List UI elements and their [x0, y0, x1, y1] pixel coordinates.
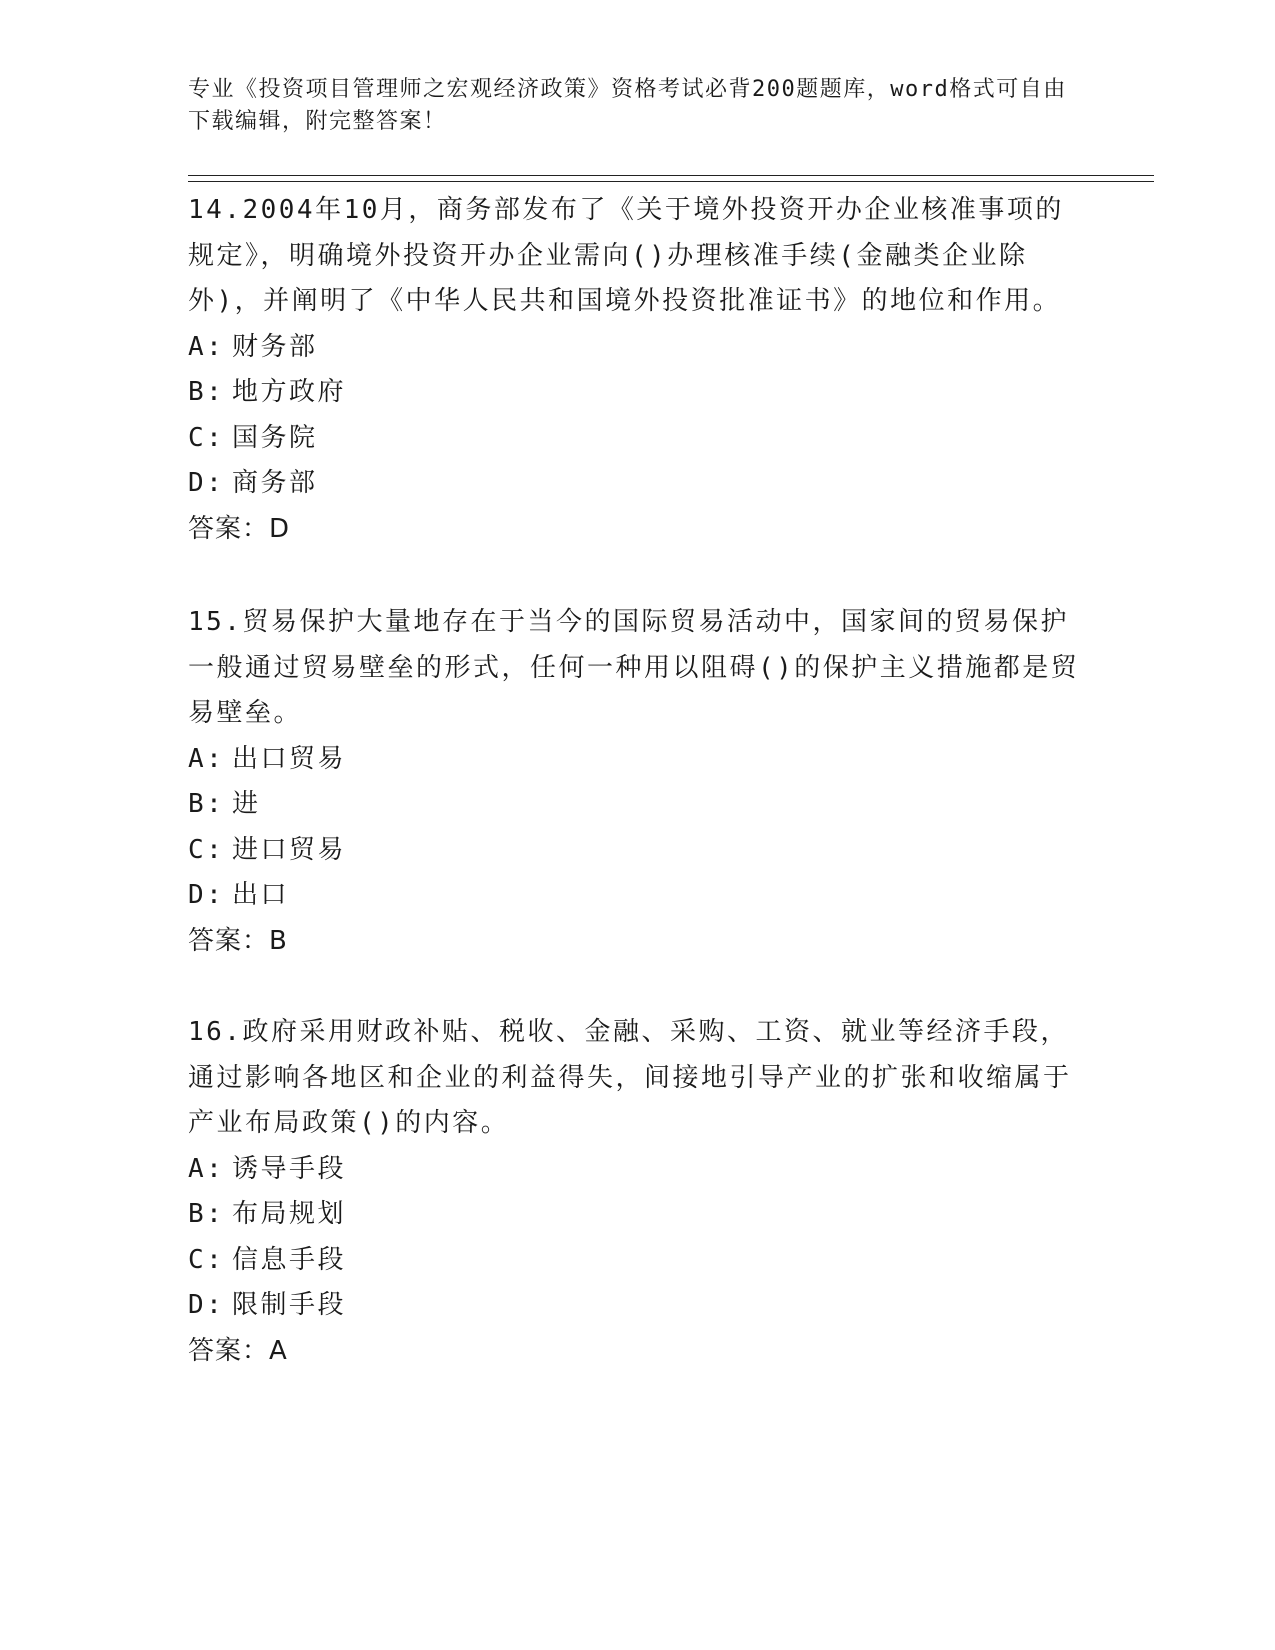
option-a	[188, 737, 1088, 783]
option-c	[188, 828, 1088, 874]
option-letter: B:	[188, 1199, 225, 1229]
answer-line: 答案：D	[188, 513, 291, 544]
question-14	[188, 188, 1088, 552]
option-b	[188, 782, 1088, 828]
header-divider-bottom	[188, 181, 1154, 182]
option-a	[188, 325, 1088, 371]
option-b	[188, 370, 1088, 416]
option-text: 限制手段	[232, 1290, 347, 1320]
option-b	[188, 1192, 1088, 1238]
option-text: 信息手段	[232, 1244, 347, 1275]
answer-line: 答案：A	[188, 1335, 288, 1366]
question-stem: 14.2004年10月，商务部发布了《关于境外投资开办企业核准事项的规定》，明确境外投资开办企业需向()办理核准手续(金融类企业除外)，并阐明了《中华人民共和国境外投资批准证书》的地位和作用。	[188, 195, 1064, 316]
option-text: 进	[232, 789, 261, 819]
option-text: 国务院	[232, 422, 318, 453]
option-d	[188, 873, 1088, 919]
option-letter: D:	[188, 1290, 225, 1320]
option-letter: C:	[188, 1244, 225, 1275]
question-15	[188, 600, 1088, 964]
option-letter: D:	[188, 880, 225, 910]
question-stem: 15.贸易保护大量地存在于当今的国际贸易活动中，国家间的贸易保护一般通过贸易壁垒的形式，任何一种用以阻碍()的保护主义措施都是贸易壁垒。	[188, 607, 1080, 728]
option-letter: D:	[188, 468, 225, 498]
question-stem: 16.政府采用财政补贴、税收、金融、采购、工资、就业等经济手段，通过影响各地区和企业的利益得失，间接地引导产业的扩张和收缩属于产业布局政策()的内容。	[188, 1017, 1072, 1138]
option-letter: A:	[188, 331, 225, 362]
option-letter: A:	[188, 743, 225, 774]
option-d	[188, 1283, 1088, 1329]
option-text: 诱导手段	[232, 1153, 347, 1184]
option-c	[188, 1238, 1088, 1284]
option-text: 出口贸易	[232, 743, 347, 774]
answer-line: 答案：B	[188, 925, 288, 956]
option-letter: C:	[188, 422, 225, 453]
option-text: 地方政府	[232, 377, 347, 407]
option-c	[188, 416, 1088, 462]
option-d	[188, 461, 1088, 507]
option-a	[188, 1147, 1088, 1193]
option-letter: A:	[188, 1153, 225, 1184]
option-text: 进口贸易	[232, 834, 347, 865]
document-header: 专业《投资项目管理师之宏观经济政策》资格考试必背200题题库，word格式可自由下载编辑，附完整答案！	[188, 77, 1067, 134]
header-divider-top	[188, 175, 1154, 176]
option-letter: C:	[188, 834, 225, 865]
option-text: 布局规划	[232, 1199, 347, 1229]
option-letter: B:	[188, 789, 225, 819]
option-text: 商务部	[232, 468, 318, 498]
option-text: 财务部	[232, 331, 318, 362]
option-letter: B:	[188, 377, 225, 407]
question-16	[188, 1010, 1088, 1374]
option-text: 出口	[232, 880, 290, 910]
